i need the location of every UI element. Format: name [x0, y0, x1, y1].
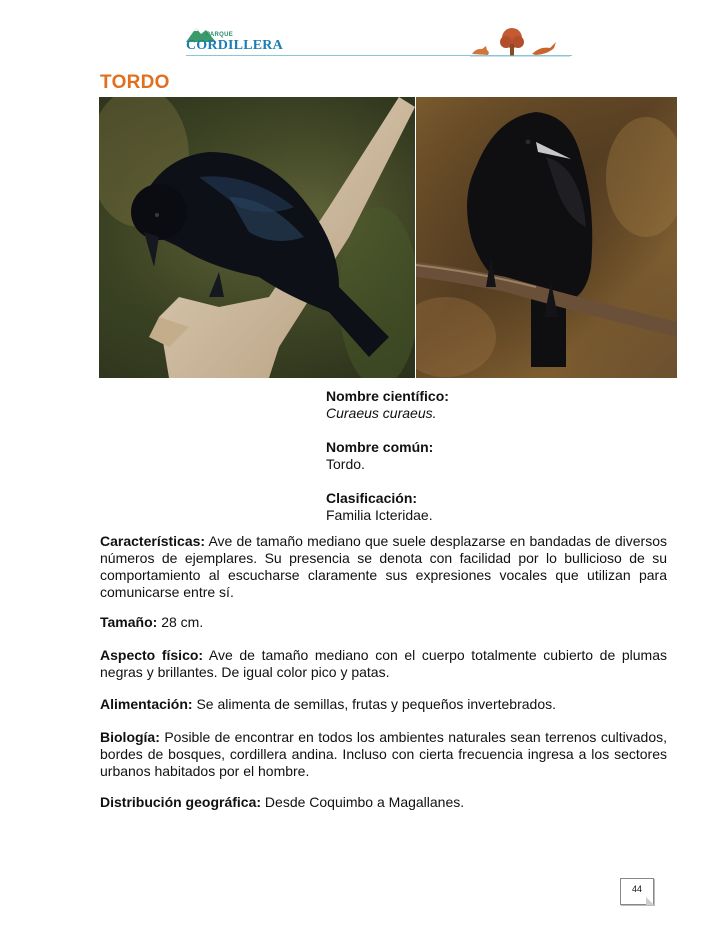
diet-text: Se alimenta de semillas, frutas y pequeños invertebrados.: [192, 696, 556, 712]
biology-text: Posible de encontrar en todos los ambientes naturales sean terrenos cultivados, bordes de bosques, cordillera andina. Incluso con cierta frecuencia ingresa a los sectores urbanos habitados por el hombre.: [100, 729, 667, 779]
common-name-value: Tordo.: [326, 456, 365, 472]
characteristics-text: Ave de tamaño mediano que suele desplazarse en bandadas de diversos números de ejemplares. Su presencia se denota con facilidad por lo bullicioso de su comportamiento al escucharse claramente sus expresiones vocales que utilizan para comunicarse entre sí.: [100, 533, 667, 600]
characteristics-label: Características:: [100, 533, 206, 549]
logo-title: CORDILLERA: [186, 38, 283, 53]
common-name-label: Nombre común:: [326, 439, 434, 455]
wildlife-decoration-icon: [470, 24, 570, 58]
size-label: Tamaño:: [100, 614, 158, 630]
classification-label: Clasificación:: [326, 490, 418, 506]
diet-label: Alimentación:: [100, 696, 193, 712]
diet-paragraph: [100, 696, 667, 713]
scientific-name-label: Nombre científico:: [326, 388, 449, 404]
distribution-text: Desde Coquimbo a Magallanes.: [261, 794, 465, 810]
biology-label: Biología:: [100, 729, 160, 745]
characteristics-paragraph: [100, 533, 667, 601]
page-fold-icon: [646, 897, 654, 905]
scientific-name-block: [326, 388, 449, 422]
bird-photo-left: [99, 97, 415, 378]
bird-photo-perched-on-branch-icon: [99, 97, 415, 378]
distribution-paragraph: [100, 794, 667, 811]
size-text: 28 cm.: [157, 614, 204, 630]
logo-subtitle: PARQUE: [206, 32, 234, 38]
species-info: [326, 388, 449, 541]
appearance-paragraph: [100, 647, 667, 681]
biology-paragraph: [100, 729, 667, 780]
appearance-text: Ave de tamaño mediano con el cuerpo totalmente cubierto de plumas negras y brillantes. De igual color pico y patas.: [100, 647, 667, 680]
distribution-label: Distribución geográfica:: [100, 794, 262, 810]
classification-block: [326, 490, 449, 524]
common-name-block: [326, 439, 449, 473]
classification-value: Familia Icteridae.: [326, 507, 433, 523]
page-title: TORDO: [100, 72, 170, 93]
bird-photo-on-twig-icon: [416, 97, 677, 378]
size-paragraph: [100, 614, 667, 631]
park-logo: [182, 22, 572, 62]
appearance-label: Aspecto físico:: [100, 647, 204, 663]
bird-photo-right: [416, 97, 677, 378]
scientific-name-value: Curaeus curaeus.: [326, 405, 437, 421]
page-number-box: [620, 878, 654, 905]
page-number: 44: [631, 884, 642, 894]
